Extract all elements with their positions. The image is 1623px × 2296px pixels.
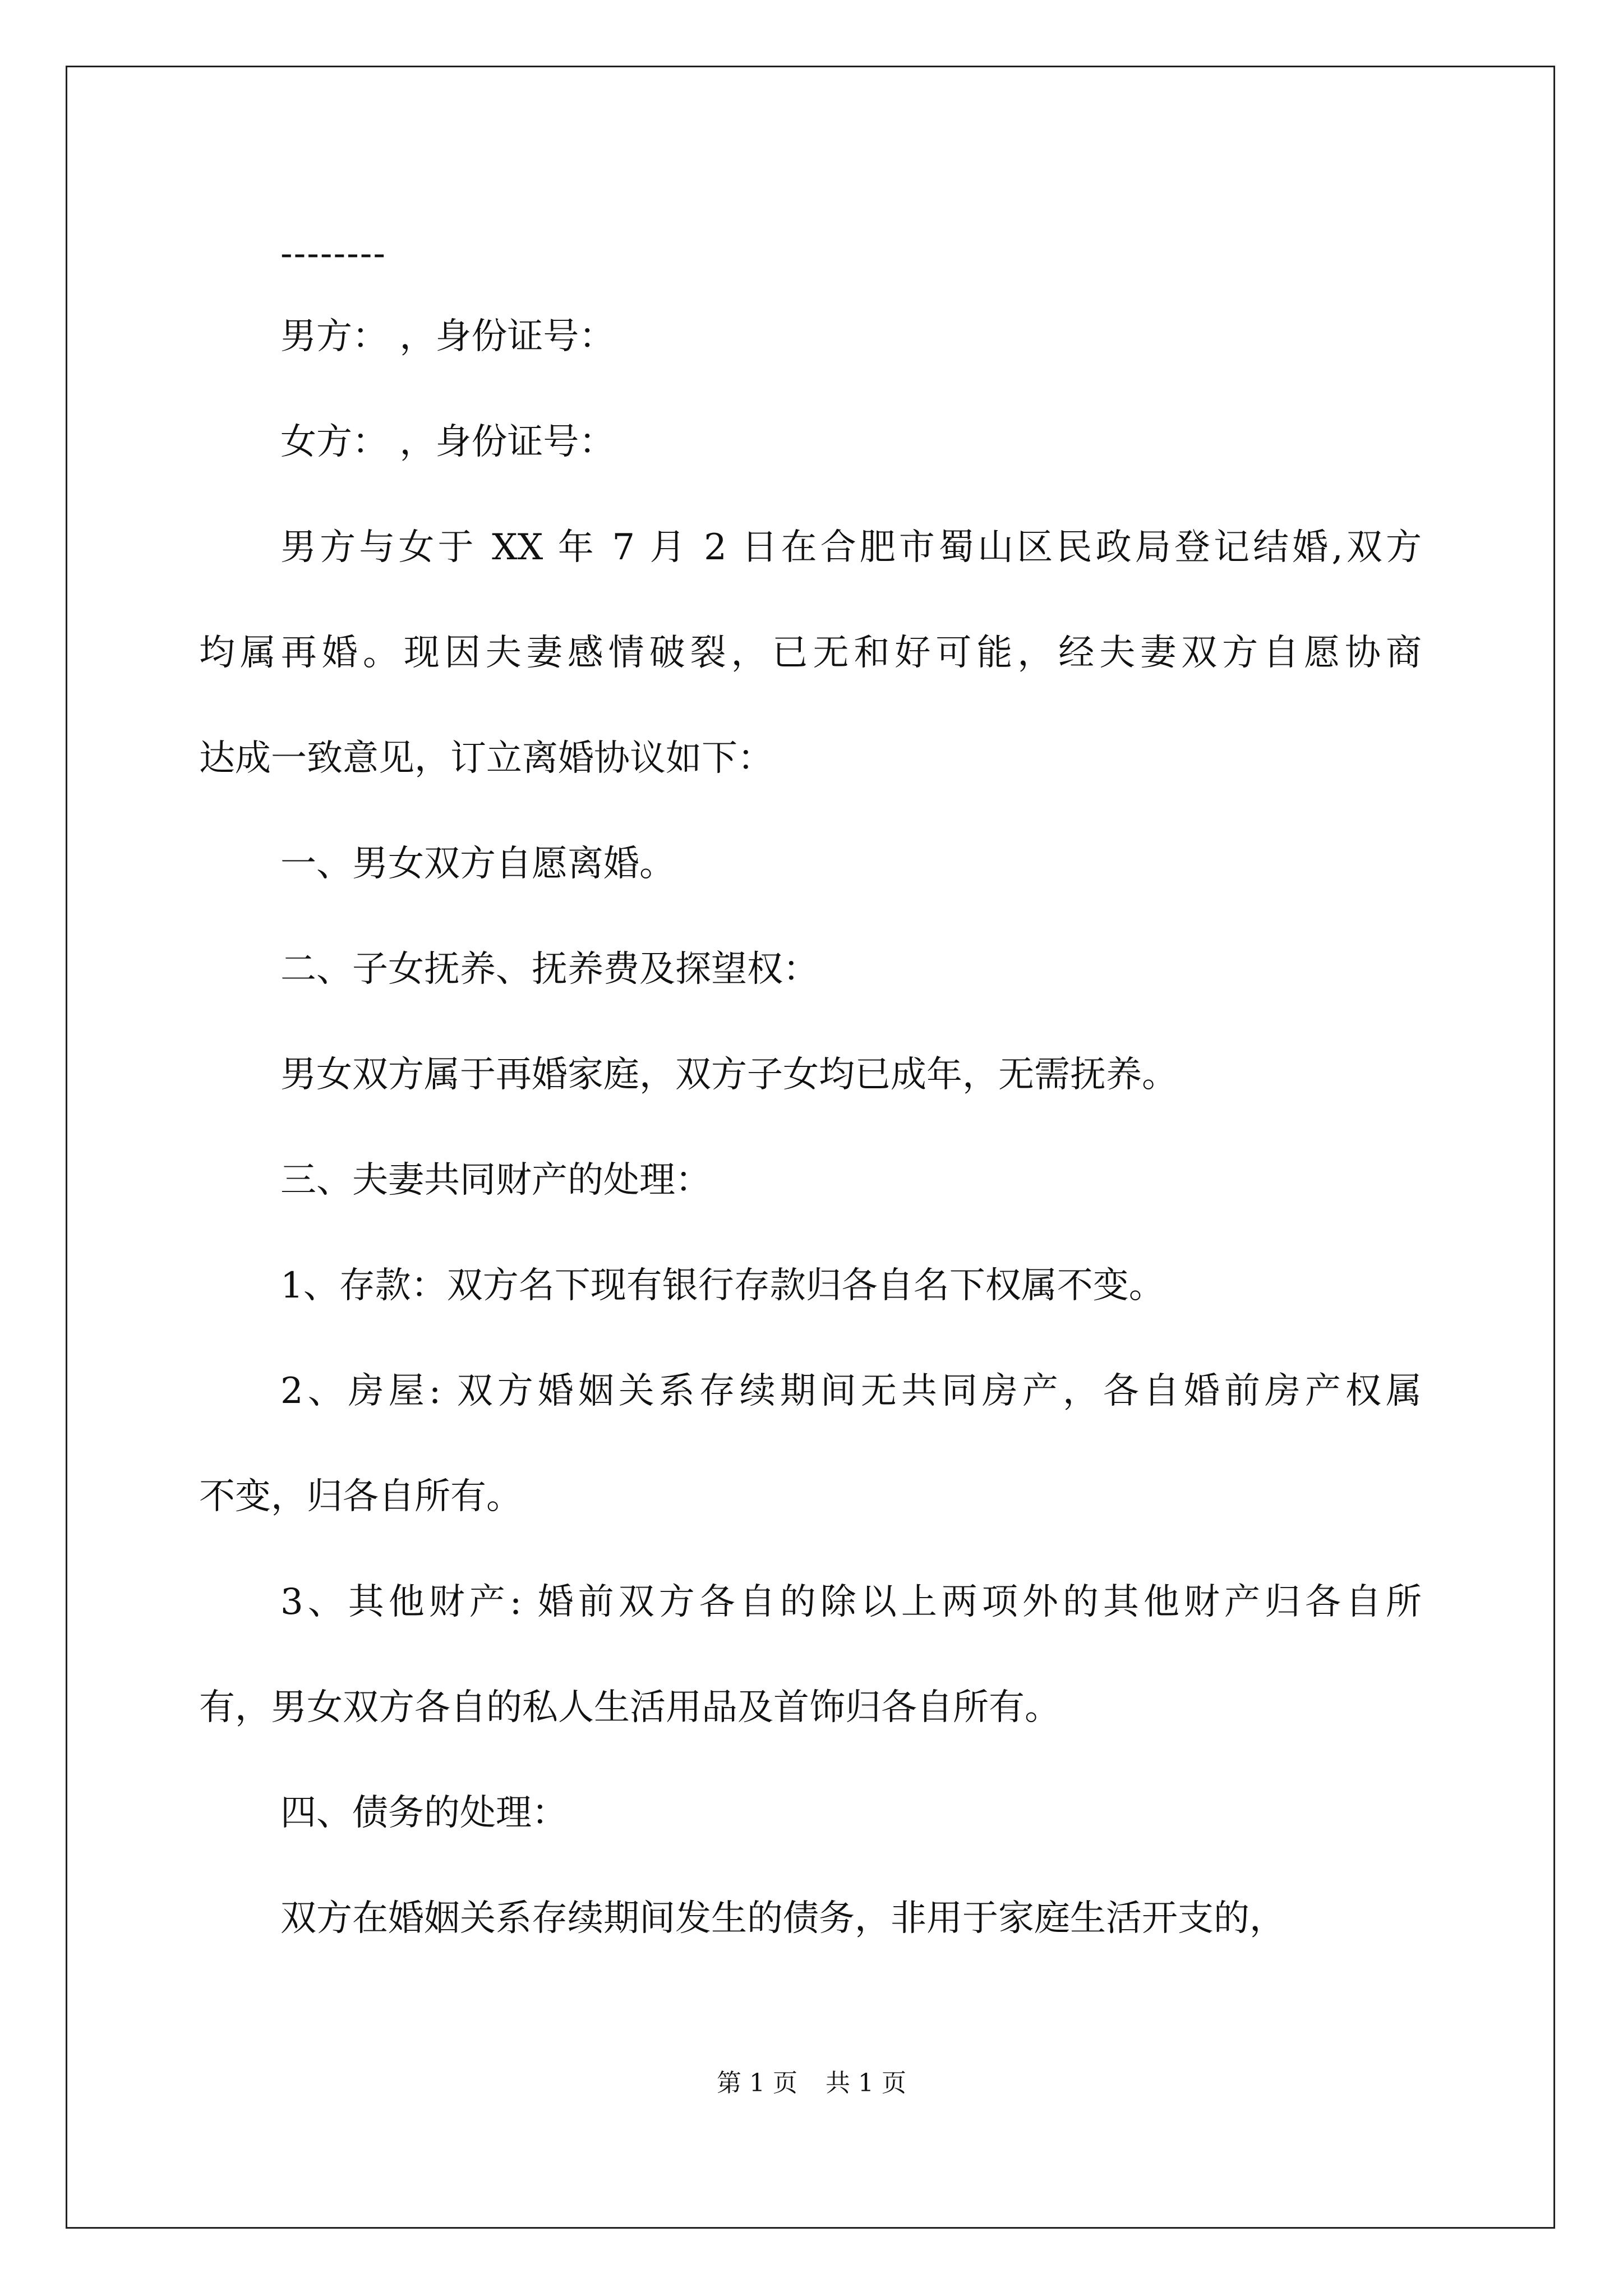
section-four-heading: 四、债务的处理： [280, 1792, 568, 1834]
section-four-body: 双方在婚姻关系存续期间发生的债务，非用于家庭生活开支的， [280, 1898, 1285, 1939]
item-deposits: 1、存款：双方名下现有银行存款归各自名下权属不变。 [280, 1265, 1165, 1306]
item-other-property-line-1: 3、其他财产: 婚前双方各自的除以上两项外的其他财产归各自所 [280, 1581, 1422, 1623]
page-footer [0, 2071, 1623, 2096]
intro-line-2: 均属再婚。现因夫妻感情破裂，已无和好可能，经夫妻双方自愿协商 [199, 632, 1422, 674]
item-other-property-line-2: 有，男女双方各自的私人生活用品及首饰归各自所有。 [199, 1687, 1061, 1728]
section-two-body: 男女双方属于再婚家庭，双方子女均已成年，无需抚养。 [280, 1054, 1178, 1096]
male-party-line: 男方： ，身份证号： [280, 316, 615, 357]
page-number: 第 1 页 [717, 2069, 797, 2097]
female-party-line: 女方： ，身份证号： [280, 421, 615, 463]
section-one-heading: 一、男女双方自愿离婚。 [280, 843, 675, 885]
section-two-heading: 二、子女抚养、抚养费及探望权： [280, 949, 819, 990]
intro-line-3: 达成一致意见，订立离婚协议如下： [199, 738, 773, 779]
intro-line-1: 男方与女于 XX 年 7 月 2 日在合肥市蜀山区民政局登记结婚,双方 [280, 527, 1422, 568]
page-total: 共 1 页 [826, 2069, 906, 2097]
item-housing-line-1: 2、房屋: 双方婚姻关系存续期间无共同房产，各自婚前房产权属 [280, 1370, 1422, 1412]
blank-underline: -------- [280, 233, 386, 274]
section-three-heading: 三、夫妻共同财产的处理： [280, 1159, 711, 1201]
item-housing-line-2: 不变，归各自所有。 [199, 1476, 522, 1517]
